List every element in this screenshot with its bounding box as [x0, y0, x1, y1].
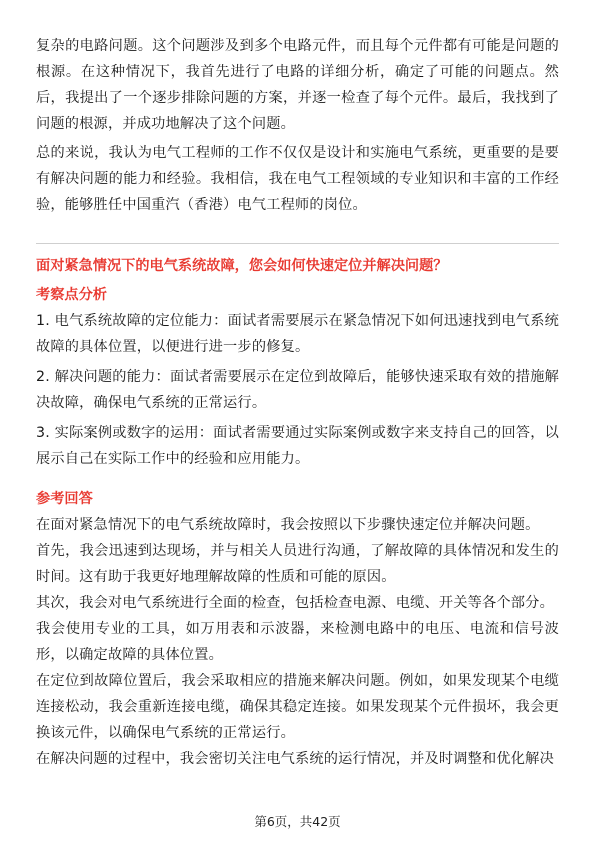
answer-paragraph: 在面对紧急情况下的电气系统故障时，我会按照以下步骤快速定位并解决问题。	[36, 517, 540, 533]
analysis-title: 考察点分析	[36, 287, 107, 303]
answer-paragraph: 在解决问题的过程中，我会密切关注电气系统的运行情况，并及时调整和优化解决	[36, 751, 554, 767]
section-divider	[36, 243, 559, 244]
answer-paragraph: 首先，我会迅速到达现场，并与相关人员进行沟通，了解故障的具体情况和发生的时间。这有助于我更好地理解故障的性质和可能的原因。	[36, 543, 559, 585]
analysis-item: 3. 实际案例或数字的运用：面试者需要通过实际案例或数字来支持自己的回答，以展示自己在实际工作中的经验和应用能力。	[36, 425, 559, 467]
answer-section	[36, 486, 559, 772]
analysis-item: 2. 解决问题的能力：面试者需要展示在定位到故障后，能够快速采取有效的措施解决故障，确保电气系统的正常运行。	[36, 369, 559, 411]
intro-paragraph: 复杂的电路问题。这个问题涉及到多个电路元件，而且每个元件都有可能是问题的根源。在这种情况下，我首先进行了电路的详细分析，确定了可能的问题点。然后，我提出了一个逐步排除问题的方案，并逐一检查了每个元件。最后，我找到了问题的根源，并成功地解决了这个问题。	[36, 38, 559, 132]
page-number: 第6页，共42页	[254, 814, 341, 829]
question-heading: 面对紧急情况下的电气系统故障，您会如何快速定位并解决问题？	[36, 258, 448, 274]
answer-paragraph: 其次，我会对电气系统进行全面的检查，包括检查电源、电缆、开关等各个部分。	[36, 595, 554, 611]
answer-paragraph: 在定位到故障位置后，我会采取相应的措施来解决问题。例如，如果发现某个电缆连接松动，我会重新连接电缆，确保其稳定连接。如果发现某个元件损坏，我会更换该元件，以确保电气系统的正常运行。	[36, 673, 559, 741]
intro-section	[36, 33, 559, 221]
analysis-item: 1. 电气系统故障的定位能力：面试者需要展示在紧急情况下如何迅速找到电气系统故障的具体位置，以便进行进一步的修复。	[36, 313, 559, 355]
answer-title: 参考回答	[36, 491, 93, 507]
intro-paragraph: 总的来说，我认为电气工程师的工作不仅仅是设计和实施电气系统，更重要的是要有解决问题的能力和经验。我相信，我在电气工程领域的专业知识和丰富的工作经验，能够胜任中国重汽（香港）电气工程师的岗位。	[36, 145, 559, 213]
analysis-section	[36, 282, 559, 476]
answer-paragraph: 我会使用专业的工具，如万用表和示波器，来检测电路中的电压、电流和信号波形，以确定故障的具体位置。	[36, 621, 559, 663]
